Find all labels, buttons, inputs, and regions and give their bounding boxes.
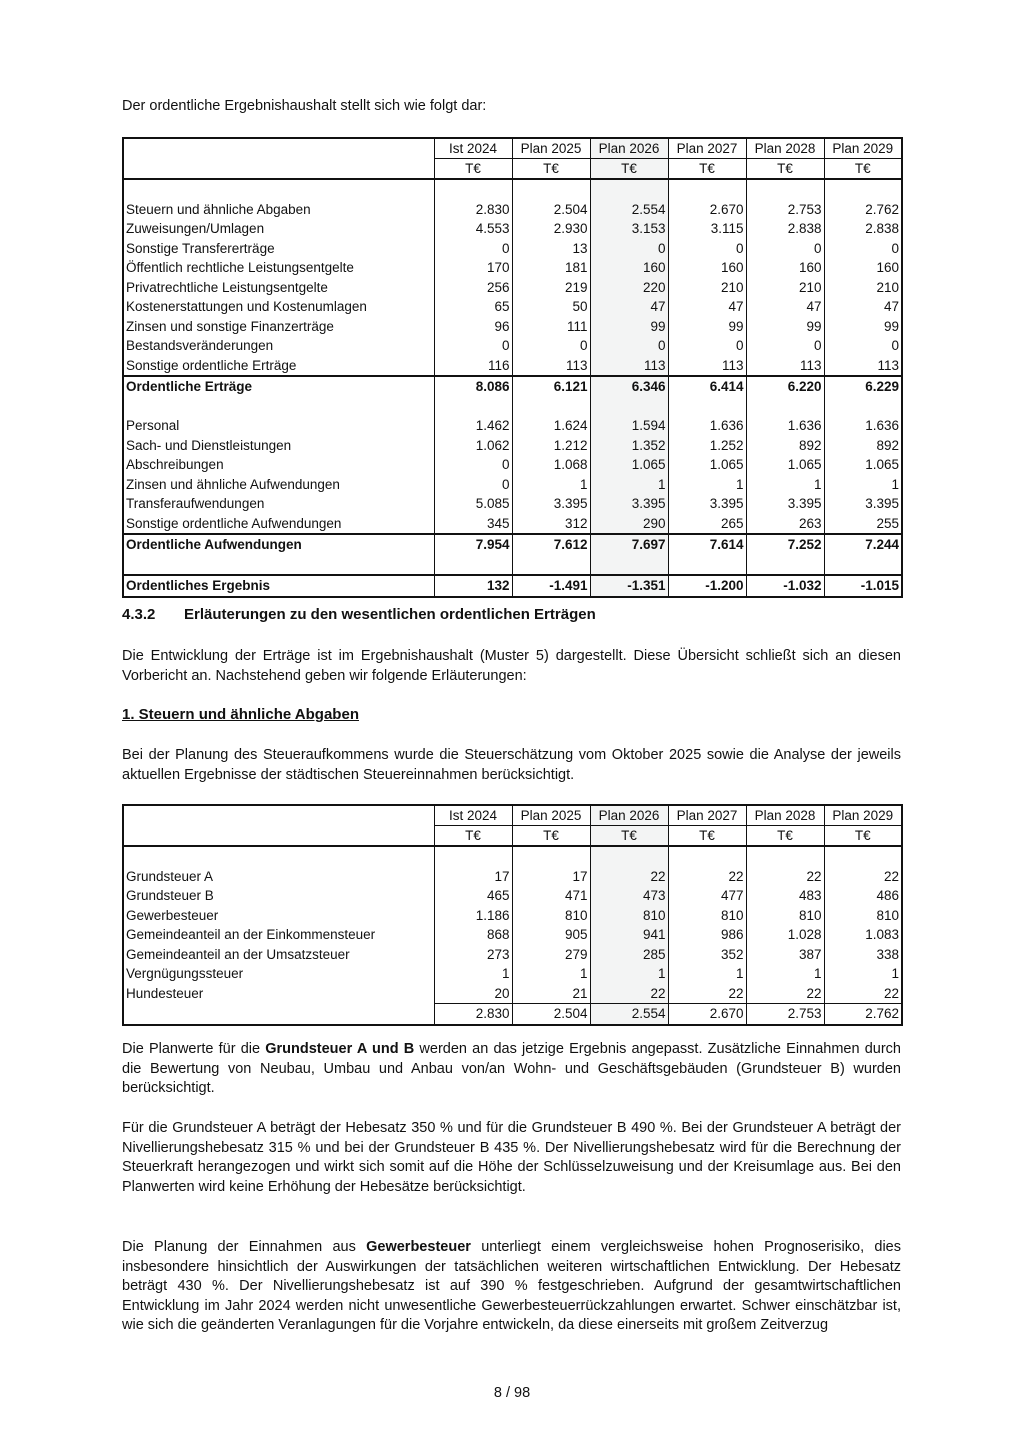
value-cell: 13 xyxy=(512,239,590,259)
value-cell: 0 xyxy=(512,336,590,356)
ergebnishaushalt-table xyxy=(122,137,903,598)
value-cell: 3.395 xyxy=(824,494,902,514)
value-cell: 96 xyxy=(434,317,512,337)
value-cell: 2.670 xyxy=(668,1004,746,1025)
column-header: Plan 2026 xyxy=(590,138,668,159)
spacer-cell xyxy=(668,179,746,200)
value-cell: 0 xyxy=(824,239,902,259)
value-cell: 0 xyxy=(434,336,512,356)
value-cell: 1 xyxy=(746,475,824,495)
text: unterliegt einem vergleichsweise hohen Prognoserisiko, dies insbesondere hinsichtlich der Auswirkungen der tatsächlichen weiteren wirtschaftlichen Entwicklung. Der Hebesatz beträgt 430 %. Der Nivellierungshebesatz ist auf 390 % festgeschrieben. Aufgrund der gesamtwirtschaftlichen Entwicklung im Jahr 2024 werden nicht unwesentliche Gewerbesteuerrückzahlungen erwartet. Schwer einschätzbar ist, wie sich die geänderten Veranlagungen für die Vorjahre entwickeln, da diese einerseits mit großem Zeitverzug xyxy=(122,1239,901,1334)
table-row xyxy=(123,356,902,377)
unit-row xyxy=(123,826,902,847)
spacer-cell xyxy=(123,846,434,867)
table-row xyxy=(123,475,902,495)
spacer-cell xyxy=(590,555,668,576)
value-cell: 285 xyxy=(590,945,668,965)
value-cell: 4.553 xyxy=(434,219,512,239)
value-cell: 1.462 xyxy=(434,416,512,436)
value-cell: 6.220 xyxy=(746,376,824,397)
value-cell: 3.115 xyxy=(668,219,746,239)
value-cell: 483 xyxy=(746,886,824,906)
value-cell: 47 xyxy=(668,297,746,317)
value-cell: 0 xyxy=(590,239,668,259)
result-row xyxy=(123,575,902,597)
spacer-cell xyxy=(746,179,824,200)
header-row xyxy=(123,138,902,159)
value-cell: 0 xyxy=(590,336,668,356)
section-title: Erläuterungen zu den wesentlichen ordentlichen Erträgen xyxy=(184,606,596,623)
unit-blank xyxy=(123,159,434,180)
value-cell: 810 xyxy=(668,906,746,926)
unit-label: T€ xyxy=(746,826,824,847)
value-cell: -1.491 xyxy=(512,575,590,597)
value-cell: 1.065 xyxy=(590,455,668,475)
spacer-cell xyxy=(746,846,824,867)
row-label: Gemeindeanteil an der Einkommensteuer xyxy=(126,927,376,942)
spacer-cell xyxy=(512,555,590,576)
row-label: Gewerbesteuer xyxy=(126,907,219,923)
value-cell: 99 xyxy=(746,317,824,337)
row-label: Hundesteuer xyxy=(126,985,204,1001)
value-cell: 986 xyxy=(668,925,746,945)
value-cell: 1 xyxy=(824,475,902,495)
value-cell: 1.624 xyxy=(512,416,590,436)
value-cell: 113 xyxy=(746,356,824,377)
row-label: Sonstige ordentliche Aufwendungen xyxy=(126,515,342,531)
spacer-cell xyxy=(668,555,746,576)
total-row xyxy=(123,1004,902,1025)
spacer-cell xyxy=(824,555,902,576)
text: Die Planung der Einnahmen aus xyxy=(122,1239,367,1255)
intro-text: Der ordentliche Ergebnishaushalt stellt sich wie folgt dar: xyxy=(122,98,487,114)
value-cell: 905 xyxy=(512,925,590,945)
text: werden an das jetzige Ergebnis angepasst. Zusätzliche Einnahmen durch die Bewertung von Neubau, Umbau und Anbau von/an Wohn- und Geschäftsgebäuden (Grundsteuer B) wurden berücksichtigt. xyxy=(122,1041,901,1097)
table-row xyxy=(123,906,902,926)
row-label: Sonstige ordentliche Erträge xyxy=(126,357,297,373)
value-cell: 338 xyxy=(824,945,902,965)
value-cell: 256 xyxy=(434,278,512,298)
value-cell: 1.636 xyxy=(746,416,824,436)
value-cell: 868 xyxy=(434,925,512,945)
value-cell: 2.670 xyxy=(668,200,746,220)
table-row xyxy=(123,886,902,906)
value-cell: 3.395 xyxy=(746,494,824,514)
value-cell: 7.252 xyxy=(746,534,824,555)
row-label: Steuern und ähnliche Abgaben xyxy=(126,201,311,217)
column-header: Ist 2024 xyxy=(434,805,512,826)
value-cell: 47 xyxy=(824,297,902,317)
value-cell: 1 xyxy=(434,964,512,984)
value-cell: 0 xyxy=(434,239,512,259)
value-cell: 210 xyxy=(746,278,824,298)
spacer-cell xyxy=(746,555,824,576)
table-row xyxy=(123,964,902,984)
paragraph-steuerschaetzung: Bei der Planung des Steueraufkommens wurde die Steuerschätzung vom Oktober 2025 sowie die Analyse der jeweils aktuellen Ergebnisse der städtischen Steuereinnahmen berücksichtigt. xyxy=(122,747,901,783)
paragraph-gewerbesteuer xyxy=(122,1238,901,1336)
value-cell: 116 xyxy=(434,356,512,377)
value-cell: 255 xyxy=(824,514,902,535)
column-header: Plan 2027 xyxy=(668,805,746,826)
text: Die Planwerte für die xyxy=(122,1041,266,1057)
unit-label: T€ xyxy=(434,826,512,847)
row-label: Sach- und Dienstleistungen xyxy=(126,437,292,453)
row-label: Ordentliche Aufwendungen xyxy=(123,534,434,555)
value-cell: 1 xyxy=(590,964,668,984)
value-cell: 6.229 xyxy=(824,376,902,397)
value-cell: 263 xyxy=(746,514,824,535)
value-cell: 3.395 xyxy=(512,494,590,514)
section-number: 4.3.2 xyxy=(122,606,156,623)
value-cell: 22 xyxy=(668,867,746,887)
value-cell: 99 xyxy=(668,317,746,337)
value-cell: 1 xyxy=(512,964,590,984)
spacer-cell xyxy=(590,846,668,867)
table-row xyxy=(123,239,902,259)
row-label: Zinsen und ähnliche Aufwendungen xyxy=(126,476,340,492)
value-cell: 1 xyxy=(590,475,668,495)
value-cell: 132 xyxy=(434,575,512,597)
table-row xyxy=(123,514,902,535)
value-cell: 113 xyxy=(824,356,902,377)
spacer-cell xyxy=(824,179,902,200)
value-cell: 0 xyxy=(434,475,512,495)
value-cell: 1.636 xyxy=(824,416,902,436)
value-cell: 2.554 xyxy=(590,1004,668,1025)
value-cell: 7.244 xyxy=(824,534,902,555)
value-cell: 0 xyxy=(746,239,824,259)
row-label: Kostenerstattungen und Kostenumlagen xyxy=(126,299,367,314)
value-cell: 160 xyxy=(668,258,746,278)
spacer-cell xyxy=(590,179,668,200)
value-cell: 2.753 xyxy=(746,1004,824,1025)
value-cell: 810 xyxy=(590,906,668,926)
column-header: Plan 2025 xyxy=(512,138,590,159)
row-label: Ordentliche Erträge xyxy=(123,376,434,397)
value-cell: 810 xyxy=(824,906,902,926)
column-header: Ist 2024 xyxy=(434,138,512,159)
value-cell: 2.762 xyxy=(824,200,902,220)
column-header: Plan 2029 xyxy=(824,805,902,826)
table-row xyxy=(123,494,902,514)
spacer-row xyxy=(123,179,902,200)
spacer-cell xyxy=(512,179,590,200)
value-cell: 2.930 xyxy=(512,219,590,239)
value-cell: 0 xyxy=(668,239,746,259)
value-cell: 1.594 xyxy=(590,416,668,436)
row-label: Abschreibungen xyxy=(126,457,224,472)
row-label: Vergnügungssteuer xyxy=(126,966,244,981)
row-label: Grundsteuer B xyxy=(126,888,214,903)
table-row xyxy=(123,925,902,945)
column-header: Plan 2029 xyxy=(824,138,902,159)
value-cell: 345 xyxy=(434,514,512,535)
value-cell: 2.830 xyxy=(434,1004,512,1025)
row-label: Privatrechtliche Leistungsentgelte xyxy=(126,279,328,295)
value-cell: 5.085 xyxy=(434,494,512,514)
value-cell: 22 xyxy=(746,984,824,1004)
value-cell: 22 xyxy=(824,984,902,1004)
value-cell: -1.351 xyxy=(590,575,668,597)
row-label: Öffentlich rechtliche Leistungsentgelte xyxy=(126,260,354,275)
value-cell: 265 xyxy=(668,514,746,535)
paragraph-entwicklung: Die Entwicklung der Erträge ist im Ergebnishaushalt (Muster 5) dargestellt. Diese Übersicht schließt sich an diesen Vorbericht an. Nachstehend geben wir folgende Erläuterungen: xyxy=(122,648,901,684)
value-cell: 1.186 xyxy=(434,906,512,926)
table-row xyxy=(123,297,902,317)
bold-text: Gewerbesteuer xyxy=(366,1239,471,1255)
value-cell: 810 xyxy=(512,906,590,926)
value-cell: 3.395 xyxy=(668,494,746,514)
unit-label: T€ xyxy=(824,159,902,180)
spacer-cell xyxy=(434,179,512,200)
value-cell: 170 xyxy=(434,258,512,278)
value-cell: 22 xyxy=(590,867,668,887)
column-header: Plan 2025 xyxy=(512,805,590,826)
value-cell: 1.352 xyxy=(590,436,668,456)
value-cell: 1 xyxy=(668,964,746,984)
row-label: Ordentliches Ergebnis xyxy=(123,575,434,597)
spacer-cell xyxy=(590,397,668,417)
spacer-row xyxy=(123,397,902,417)
spacer-cell xyxy=(512,846,590,867)
value-cell: 8.086 xyxy=(434,376,512,397)
value-cell: 160 xyxy=(824,258,902,278)
section-heading xyxy=(122,606,596,623)
value-cell: 22 xyxy=(824,867,902,887)
value-cell: 1 xyxy=(512,475,590,495)
value-cell: 473 xyxy=(590,886,668,906)
row-label: Bestandsveränderungen xyxy=(126,338,274,353)
value-cell: 181 xyxy=(512,258,590,278)
steuern-table xyxy=(122,804,903,1026)
table-row xyxy=(123,278,902,298)
subheading-steuern: 1. Steuern und ähnliche Abgaben xyxy=(122,706,359,723)
value-cell: 22 xyxy=(590,984,668,1004)
table-row xyxy=(123,867,902,887)
spacer-cell xyxy=(512,397,590,417)
value-cell: 6.346 xyxy=(590,376,668,397)
header-row xyxy=(123,805,902,826)
value-cell: 1.062 xyxy=(434,436,512,456)
table-row xyxy=(123,317,902,337)
table-row xyxy=(123,984,902,1004)
value-cell: 22 xyxy=(668,984,746,1004)
value-cell: 486 xyxy=(824,886,902,906)
spacer-cell xyxy=(434,555,512,576)
column-header: Plan 2026 xyxy=(590,805,668,826)
row-label: Personal xyxy=(126,418,180,433)
value-cell: 111 xyxy=(512,317,590,337)
value-cell: 17 xyxy=(434,867,512,887)
value-cell: 22 xyxy=(746,867,824,887)
table-row xyxy=(123,200,902,220)
paragraph-grundsteuer xyxy=(122,1040,901,1099)
unit-row xyxy=(123,159,902,180)
value-cell: 1 xyxy=(746,964,824,984)
value-cell: 1.212 xyxy=(512,436,590,456)
value-cell: 65 xyxy=(434,297,512,317)
table-row xyxy=(123,436,902,456)
value-cell: 0 xyxy=(824,336,902,356)
row-label: Grundsteuer A xyxy=(126,868,214,884)
value-cell: 50 xyxy=(512,297,590,317)
column-header: Plan 2028 xyxy=(746,138,824,159)
unit-label: T€ xyxy=(590,826,668,847)
total-row-ertraege xyxy=(123,376,902,397)
value-cell: 312 xyxy=(512,514,590,535)
value-cell: 6.414 xyxy=(668,376,746,397)
value-cell: 3.153 xyxy=(590,219,668,239)
value-cell: -1.015 xyxy=(824,575,902,597)
unit-label: T€ xyxy=(590,159,668,180)
unit-label: T€ xyxy=(512,826,590,847)
value-cell: 7.614 xyxy=(668,534,746,555)
unit-label: T€ xyxy=(434,159,512,180)
value-cell: 2.762 xyxy=(824,1004,902,1025)
value-cell: 1.065 xyxy=(746,455,824,475)
value-cell: 113 xyxy=(668,356,746,377)
value-cell: 7.612 xyxy=(512,534,590,555)
value-cell: 892 xyxy=(824,436,902,456)
spacer-cell xyxy=(824,846,902,867)
value-cell: 477 xyxy=(668,886,746,906)
row-label: Sonstige Transfererträge xyxy=(126,240,275,256)
unit-label: T€ xyxy=(668,159,746,180)
unit-label: T€ xyxy=(512,159,590,180)
value-cell: 2.838 xyxy=(824,219,902,239)
value-cell: 2.838 xyxy=(746,219,824,239)
value-cell: 17 xyxy=(512,867,590,887)
value-cell: -1.032 xyxy=(746,575,824,597)
value-cell: 7.954 xyxy=(434,534,512,555)
unit-label: T€ xyxy=(824,826,902,847)
table-row xyxy=(123,219,902,239)
value-cell: 0 xyxy=(434,455,512,475)
value-cell: 21 xyxy=(512,984,590,1004)
value-cell: 1.065 xyxy=(668,455,746,475)
table-row xyxy=(123,336,902,356)
value-cell: 1 xyxy=(824,964,902,984)
table-row xyxy=(123,258,902,278)
value-cell: 1.068 xyxy=(512,455,590,475)
spacer-cell xyxy=(434,397,512,417)
value-cell: 113 xyxy=(590,356,668,377)
value-cell: 20 xyxy=(434,984,512,1004)
value-cell: 2.504 xyxy=(512,200,590,220)
value-cell: 0 xyxy=(746,336,824,356)
value-cell: 99 xyxy=(590,317,668,337)
table-row xyxy=(123,416,902,436)
bold-text: Grundsteuer A und B xyxy=(265,1041,415,1057)
value-cell: 210 xyxy=(824,278,902,298)
value-cell: 892 xyxy=(746,436,824,456)
row-label: Gemeindeanteil an der Umsatzsteuer xyxy=(126,946,350,962)
value-cell: 1 xyxy=(668,475,746,495)
spacer-cell xyxy=(123,179,434,200)
spacer-cell xyxy=(668,397,746,417)
value-cell: 1.065 xyxy=(824,455,902,475)
spacer-row xyxy=(123,555,902,576)
unit-label: T€ xyxy=(668,826,746,847)
spacer-cell xyxy=(434,846,512,867)
row-label: Zuweisungen/Umlagen xyxy=(126,221,265,236)
value-cell: 47 xyxy=(746,297,824,317)
value-cell: 7.697 xyxy=(590,534,668,555)
value-cell: 0 xyxy=(668,336,746,356)
header-blank xyxy=(123,138,434,159)
spacer-cell xyxy=(746,397,824,417)
value-cell: 99 xyxy=(824,317,902,337)
spacer-cell xyxy=(824,397,902,417)
value-cell: 290 xyxy=(590,514,668,535)
value-cell: 2.554 xyxy=(590,200,668,220)
row-label xyxy=(123,1004,434,1025)
total-row-aufwendungen xyxy=(123,534,902,555)
value-cell: 471 xyxy=(512,886,590,906)
unit-blank xyxy=(123,826,434,847)
value-cell: 6.121 xyxy=(512,376,590,397)
value-cell: 1.636 xyxy=(668,416,746,436)
column-header: Plan 2028 xyxy=(746,805,824,826)
value-cell: 1.252 xyxy=(668,436,746,456)
row-label: Zinsen und sonstige Finanzerträge xyxy=(126,318,334,334)
spacer-row xyxy=(123,846,902,867)
unit-label: T€ xyxy=(746,159,824,180)
spacer-cell xyxy=(668,846,746,867)
value-cell: 273 xyxy=(434,945,512,965)
spacer-cell xyxy=(123,397,434,417)
column-header: Plan 2027 xyxy=(668,138,746,159)
value-cell: 1.083 xyxy=(824,925,902,945)
table-row xyxy=(123,455,902,475)
value-cell: 941 xyxy=(590,925,668,945)
value-cell: 2.753 xyxy=(746,200,824,220)
value-cell: 3.395 xyxy=(590,494,668,514)
page-number: 8 / 98 xyxy=(493,1385,531,1401)
value-cell: 219 xyxy=(512,278,590,298)
value-cell: 2.830 xyxy=(434,200,512,220)
value-cell: 1.028 xyxy=(746,925,824,945)
value-cell: 160 xyxy=(590,258,668,278)
value-cell: 2.504 xyxy=(512,1004,590,1025)
row-label: Transferaufwendungen xyxy=(126,496,265,511)
value-cell: 160 xyxy=(746,258,824,278)
value-cell: 352 xyxy=(668,945,746,965)
value-cell: 210 xyxy=(668,278,746,298)
value-cell: 220 xyxy=(590,278,668,298)
value-cell: 47 xyxy=(590,297,668,317)
value-cell: 113 xyxy=(512,356,590,377)
spacer-cell xyxy=(123,555,434,576)
value-cell: 810 xyxy=(746,906,824,926)
value-cell: -1.200 xyxy=(668,575,746,597)
header-blank xyxy=(123,805,434,826)
paragraph-hebesatz: Für die Grundsteuer A beträgt der Hebesatz 350 % und für die Grundsteuer B 490 %. Bei der Grundsteuer A beträgt der Nivellierungshebesatz 315 % und bei der Grundsteuer B 435 %. Der Nivellierungshebesatz wird für die Berechnung der Steuerkraft herangezogen und wirkt sich somit auf die Höhe der Schlüsselzuweisung und der Kreisumlage aus. Bei den Planwerten wird keine Erhöhung der Hebesätze berücksichtigt. xyxy=(122,1120,901,1195)
value-cell: 465 xyxy=(434,886,512,906)
value-cell: 279 xyxy=(512,945,590,965)
value-cell: 387 xyxy=(746,945,824,965)
table-row xyxy=(123,945,902,965)
